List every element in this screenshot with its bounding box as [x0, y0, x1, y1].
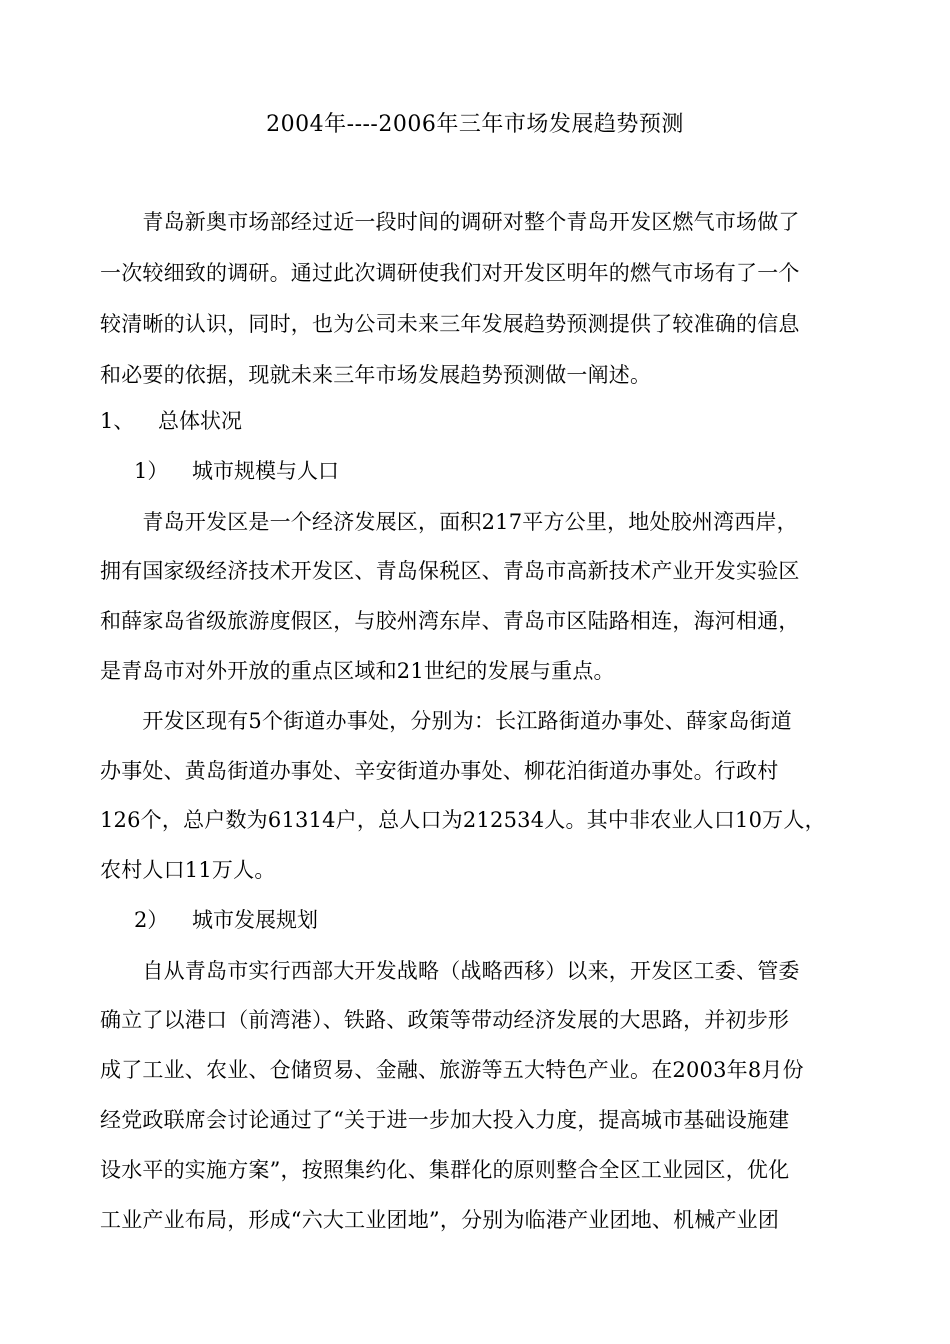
intro-line: 青岛新奥市场部经过近一段时间的调研对整个青岛开发区燃气市场做了	[100, 210, 800, 234]
paragraph-line: 成了工业、农业、仓储贸易、金融、旅游等五大特色产业。在2003年8月份	[100, 1058, 804, 1082]
paragraph-line: 拥有国家级经济技术开发区、青岛保税区、青岛市高新技术产业开发实验区	[100, 559, 800, 583]
paragraph-line: 农村人口11万人。	[100, 858, 276, 882]
paragraph-line: 和薛家岛省级旅游度假区，与胶州湾东岸、青岛市区陆路相连，海河相通，	[100, 609, 800, 633]
section-number: 1、	[100, 409, 135, 433]
intro-line: 一次较细致的调研。通过此次调研使我们对开发区明年的燃气市场有了一个	[100, 261, 800, 285]
paragraph-line: 是青岛市对外开放的重点区域和21世纪的发展与重点。	[100, 659, 615, 683]
section-heading-overview	[100, 406, 242, 436]
intro-line: 较清晰的认识，同时，也为公司未来三年发展趋势预测提供了较准确的信息	[100, 312, 800, 336]
subsection-number: 2）	[134, 908, 169, 932]
paragraph-line: 经党政联席会讨论通过了“关于进一步加大投入力度，提高城市基础设施建	[100, 1108, 790, 1132]
paragraph-line: 设水平的实施方案”，按照集约化、集群化的原则整合全区工业园区，优化	[100, 1158, 790, 1182]
paragraph-line: 办事处、黄岛街道办事处、辛安街道办事处、柳花泊街道办事处。行政村	[100, 759, 779, 783]
section-title: 总体状况	[158, 409, 242, 433]
subsection-heading-planning	[134, 905, 318, 935]
paragraph-line: 工业产业布局，形成“六大工业团地”，分别为临港产业团地、机械产业团	[100, 1208, 780, 1232]
intro-line: 和必要的依据，现就未来三年市场发展趋势预测做一阐述。	[100, 363, 652, 387]
subsection-title: 城市规模与人口	[192, 459, 339, 483]
subsection-number: 1）	[134, 459, 169, 483]
subsection-title: 城市发展规划	[192, 908, 318, 932]
paragraph-line: 126个，总户数为61314户，总人口为212534人。其中非农业人口10万人，	[100, 808, 826, 832]
subsection-heading-scale	[134, 456, 339, 486]
document-title: 2004年----2006年三年市场发展趋势预测	[266, 112, 684, 137]
paragraph-line: 确立了以港口（前湾港）、铁路、政策等带动经济发展的大思路，并初步形	[100, 1008, 790, 1032]
paragraph-line: 开发区现有5个街道办事处，分别为：长江路街道办事处、薛家岛街道	[100, 709, 792, 733]
paragraph-line: 自从青岛市实行西部大开发战略（战略西移）以来，开发区工委、管委	[100, 959, 800, 983]
paragraph-line: 青岛开发区是一个经济发展区，面积217平方公里，地处胶州湾西岸，	[100, 510, 798, 534]
